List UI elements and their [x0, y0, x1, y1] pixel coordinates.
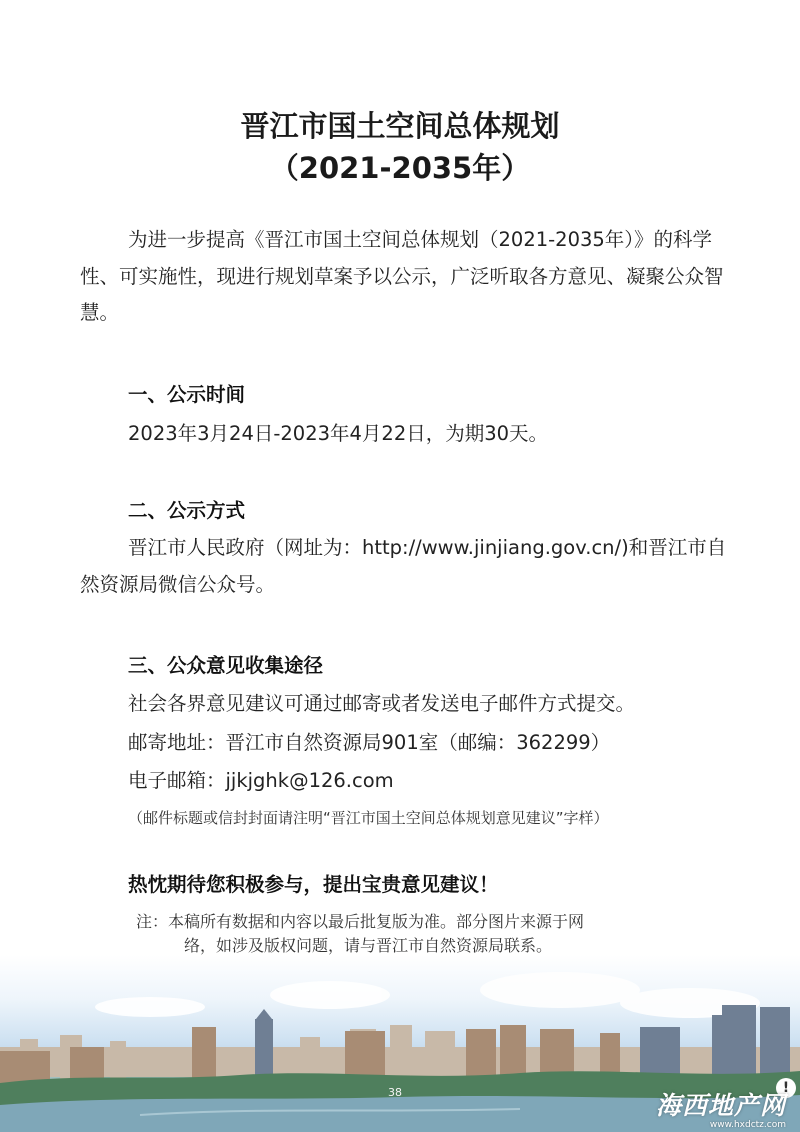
section3-remark: （邮件标题或信封封面请注明“晋江市国土空间总体规划意见建议”字样）	[128, 809, 609, 827]
section2-paragraph	[80, 530, 740, 603]
section3-mailing-address: 邮寄地址：晋江市自然资源局901室（邮编：362299）	[128, 731, 611, 754]
page-title: 晋江市国土空间总体规划	[240, 109, 560, 143]
intro-text: 为进一步提高《晋江市国土空间总体规划（2021-2035年）》的科学性、可实施性，现进行规划草案予以公示，广泛听取各方意见、凝聚公众智慧。	[80, 228, 724, 324]
page-subtitle-years: （2021-2035年）	[269, 151, 531, 185]
section2-body: 晋江市人民政府（网址为：http://www.jinjiang.gov.cn/)和晋江市自然资源局微信公众号。	[80, 536, 727, 596]
section3-email: 电子邮箱：jjkjghk@126.com	[128, 769, 394, 792]
footnote	[136, 910, 696, 958]
section2-heading: 二、公示方式	[128, 499, 246, 522]
section3-heading: 三、公众意见收集途径	[128, 654, 324, 677]
watermark-logo: 海西地产网	[655, 1091, 786, 1120]
section1-heading: 一、公示时间	[128, 383, 246, 406]
watermark-bubble-icon: !	[776, 1078, 796, 1098]
page-number: 38	[388, 1086, 402, 1099]
intro-paragraph	[80, 222, 740, 332]
closing-statement: 热忱期待您积极参与，提出宝贵意见建议！	[128, 873, 499, 896]
watermark-url: www.hxdctz.com	[709, 1120, 786, 1130]
clouds	[95, 972, 760, 1018]
section3-line1: 社会各界意见建议可通过邮寄或者发送电子邮件方式提交。	[128, 692, 636, 715]
section1-body: 2023年3月24日-2023年4月22日，为期30天。	[128, 422, 549, 445]
footnote-line2: 络，如涉及版权问题，请与晋江市自然资源局联系。	[184, 936, 553, 955]
watermark	[656, 1092, 786, 1130]
footnote-line1: 注：本稿所有数据和内容以最后批复版为准。部分图片来源于网	[136, 912, 585, 931]
